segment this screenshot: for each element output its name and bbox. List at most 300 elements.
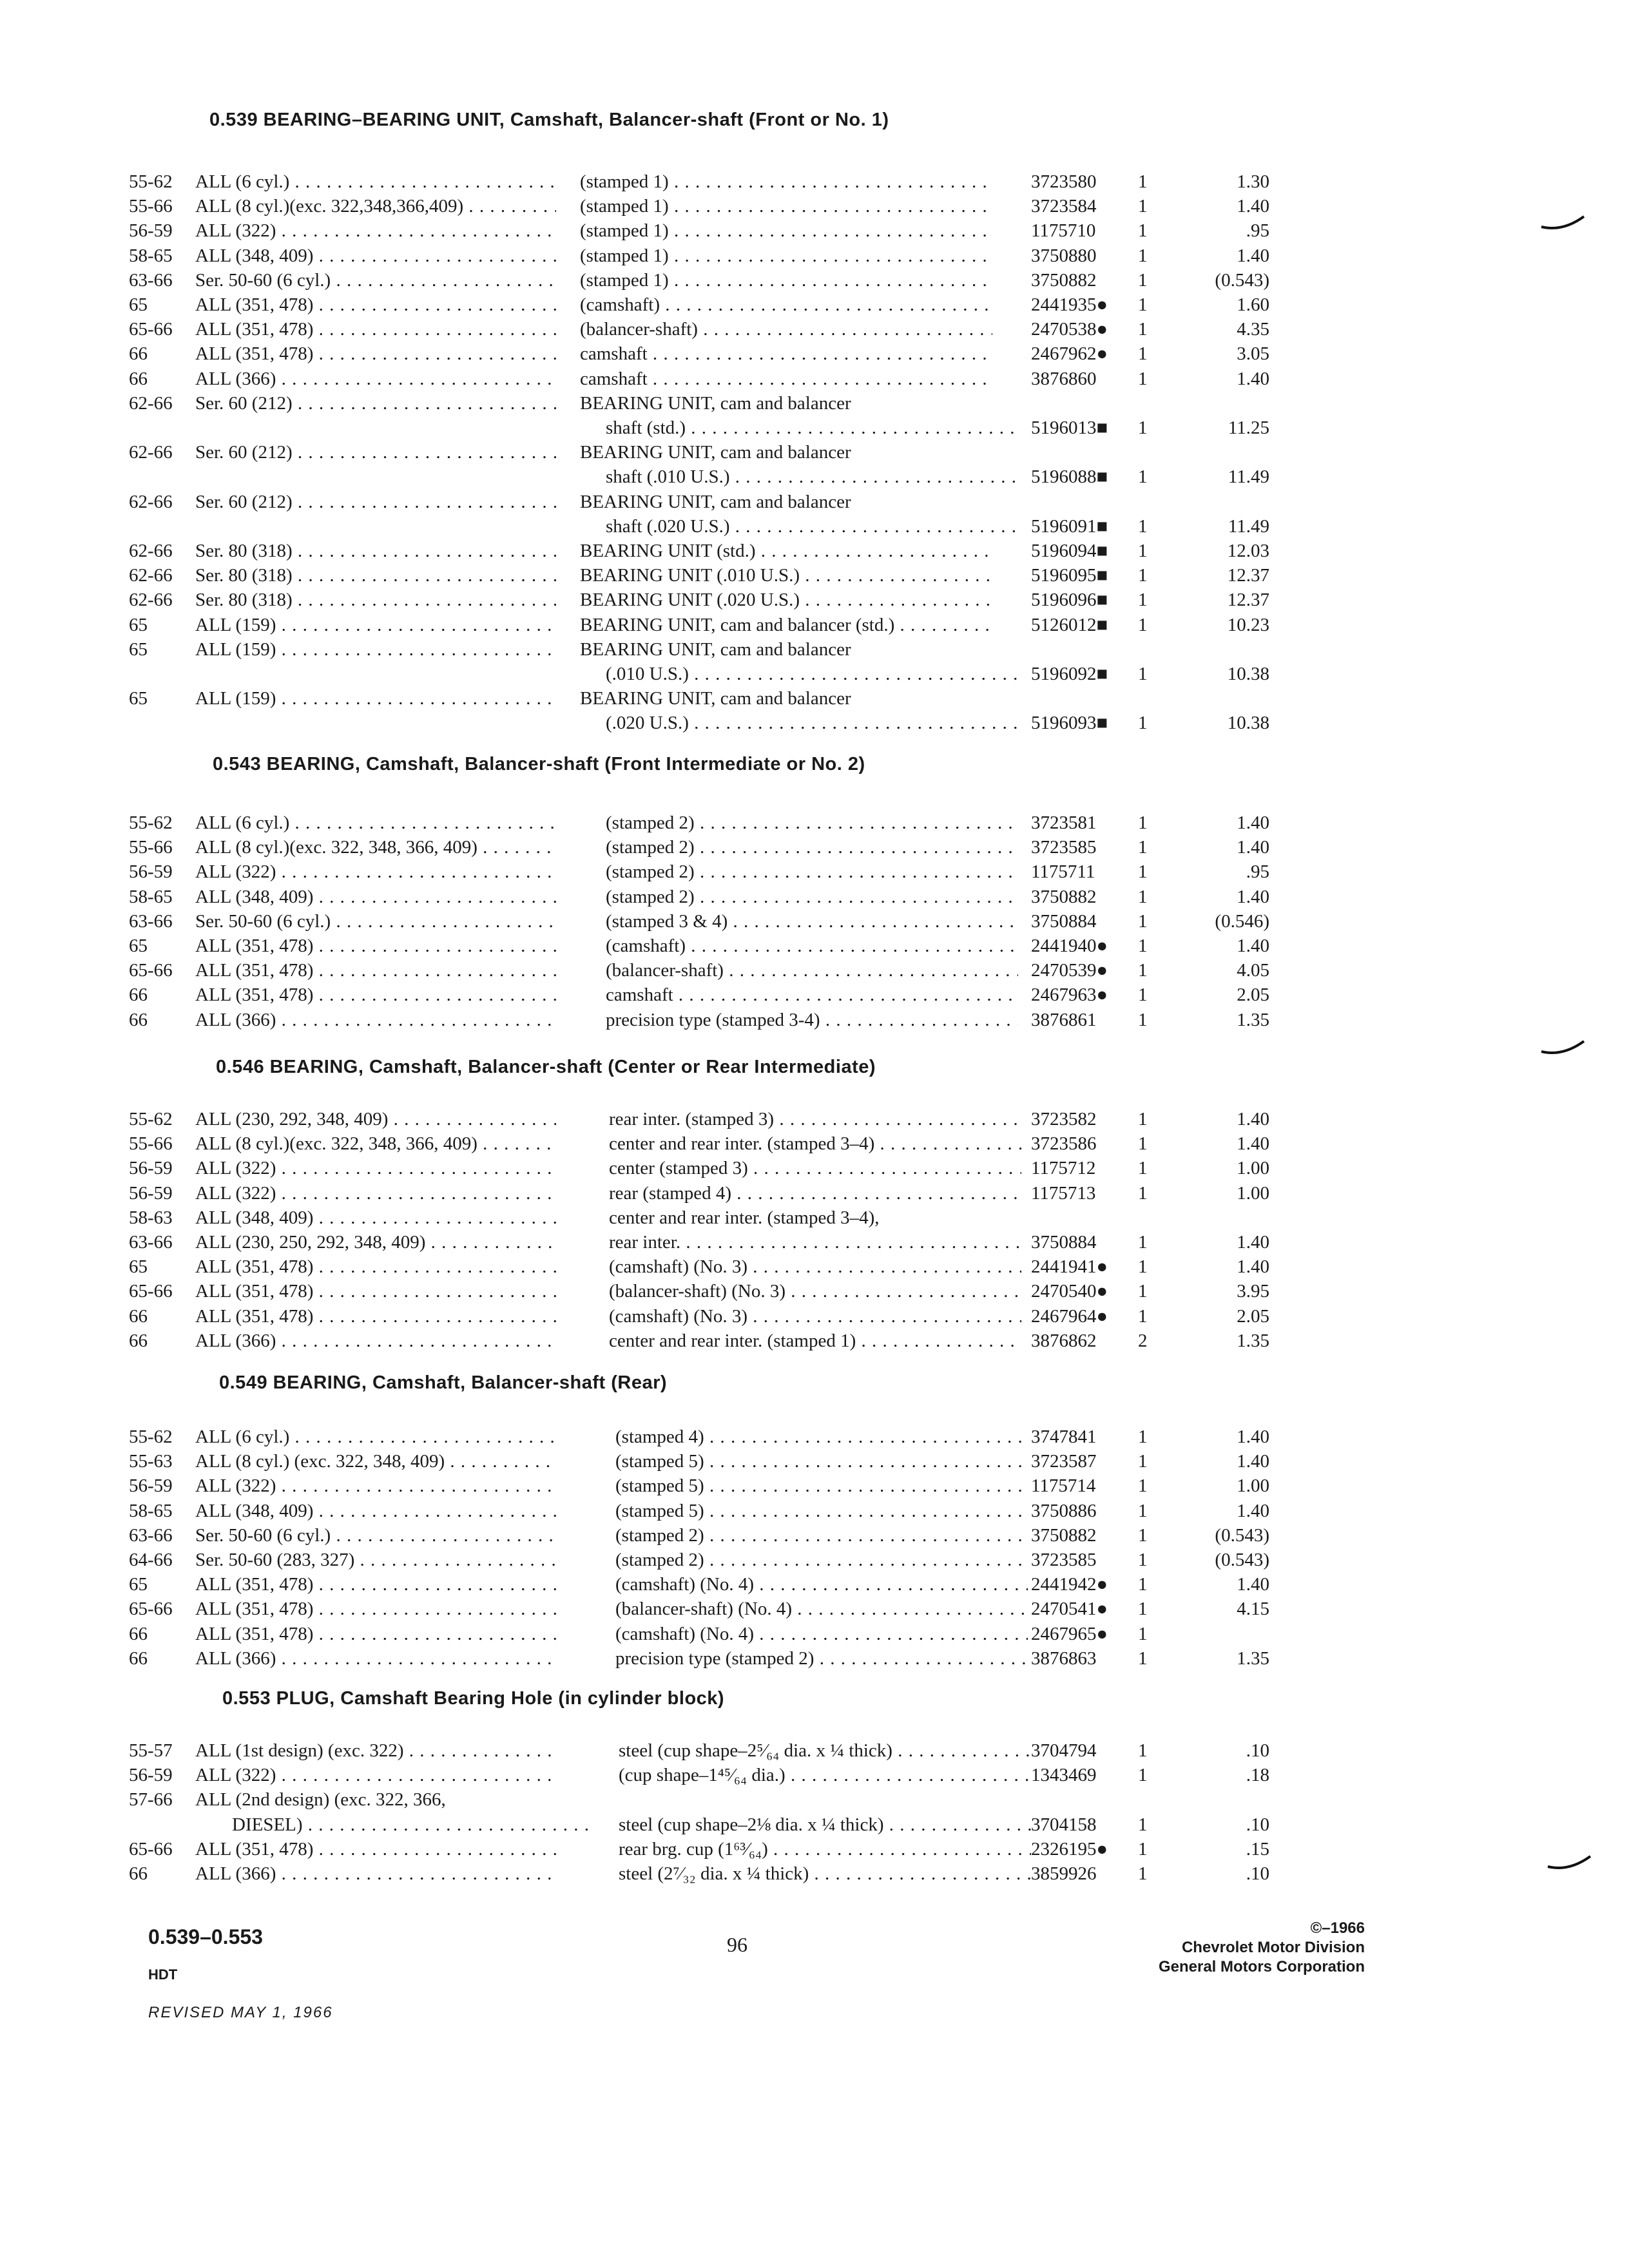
model-year: 55-66 [129,1133,173,1155]
model-application: ALL (6 cyl.) . . . [195,810,556,836]
quantity: 1 [1138,1427,1148,1447]
model-application: Ser. 80 (318) . . . [195,587,556,613]
part-description: steel (cup shape–2⁵⁄₆₄ dia. x ¼ thick) . . . [619,1738,1031,1763]
part-description: steel (cup shape–2⅛ dia. x ¼ thick) . . . [619,1812,1031,1838]
section-title: 0.546 BEARING, Camshaft, Balancer-shaft (Center or Rear Intermediate) [216,1057,876,1077]
model-year: 58-65 [129,886,173,907]
model-application: ALL (8 cyl.)(exc. 322,348,366,409) . . . [195,193,556,219]
part-description: precision type (stamped 2) . . . [615,1646,1028,1671]
binder-mark-1 [1540,213,1585,232]
model-application: ALL (322) . . . [195,1180,556,1206]
model-application: ALL (366) . . . [195,366,556,392]
model-application: ALL (322) . . . [195,1155,556,1181]
part-description: (stamped 4) . . . [615,1424,1028,1450]
quantity: 1 [1138,368,1148,389]
price: .95 [1246,861,1269,883]
part-description: (stamped 1) . . . [580,267,992,293]
part-description: (.010 U.S.) . . . [606,661,1018,687]
part-description: (balancer-shaft) (No. 4) . . . [615,1596,1028,1622]
model-application: Ser. 80 (318) . . . [195,538,556,564]
part-number: 5196093■ [1031,713,1108,734]
quantity: 1 [1138,1599,1148,1620]
quantity: 1 [1138,1550,1148,1570]
quantity: 1 [1138,1475,1148,1497]
quantity: 1 [1138,466,1148,488]
model-year: 56-59 [129,861,173,883]
price: 11.49 [1228,515,1269,537]
part-number: 2470539● [1031,960,1108,981]
model-year: 65 [129,688,148,709]
model-application: ALL (351, 478) . . . [195,341,556,367]
price: 4.05 [1237,960,1269,981]
model-year: 62-66 [129,565,173,586]
quantity: 1 [1138,1574,1148,1595]
quantity: 1 [1138,1740,1148,1761]
part-number: 3750880 [1031,245,1097,266]
price: 10.23 [1227,614,1269,635]
quantity: 2 [1138,1330,1148,1351]
model-year: 56-59 [129,1475,173,1497]
price: 1.00 [1237,1475,1269,1497]
model-year: 66 [129,985,148,1006]
model-application: ALL (366) . . . [195,1007,556,1033]
part-description: BEARING UNIT, cam and balancer [580,442,851,463]
model-application: ALL (322) . . . [195,1473,556,1499]
part-description: (stamped 3 & 4) . . . [606,908,1018,934]
publisher-division: Chevrolet Motor Division [1181,1939,1365,1956]
model-year: 65-66 [129,1599,173,1620]
part-number: 2470540● [1031,1281,1108,1302]
part-description: (stamped 2) . . . [615,1547,1028,1573]
model-application: ALL (230, 250, 292, 348, 409) . . . [195,1229,556,1255]
part-number: 3723585 [1031,837,1097,858]
quantity: 1 [1138,1648,1148,1669]
part-number: 3750882 [1031,886,1097,907]
revision-date: REVISED MAY 1, 1966 [148,2004,333,2021]
part-description: camshaft . . . [606,982,1018,1008]
part-number: 3723580 [1031,171,1097,192]
price: 1.00 [1237,1182,1269,1204]
part-description: steel (2⁷⁄₃₂ dia. x ¼ thick) . . . [619,1861,1031,1887]
price: 1.40 [1237,368,1269,389]
model-application: Ser. 50-60 (6 cyl.) . . . [195,267,556,293]
quantity: 1 [1138,1182,1148,1204]
model-application: Ser. 50-60 (6 cyl.) . . . [195,908,556,934]
model-year: 62-66 [129,392,173,414]
part-description: shaft (std.) . . . [606,415,1018,441]
model-year: 55-62 [129,812,173,833]
model-year: 65-66 [129,1281,173,1302]
price: 1.40 [1237,1231,1269,1253]
part-description: BEARING UNIT (.010 U.S.) . . . [580,562,992,588]
model-year: 65-66 [129,1838,173,1860]
section-title: 0.539 BEARING–BEARING UNIT, Camshaft, Balancer-shaft (Front or No. 1) [209,110,889,130]
part-description: (camshaft) . . . [580,292,992,318]
model-application: ALL (351, 478) . . . [195,933,556,959]
model-application: Ser. 50-60 (283, 327) . . . [195,1547,556,1573]
model-application: ALL (351, 478) . . . [195,1278,556,1304]
model-application: ALL (351, 478) . . . [195,982,556,1008]
price: (0.543) [1215,1524,1269,1546]
price: 11.25 [1228,417,1269,438]
model-application: ALL (322) . . . [195,859,556,885]
part-number: 3876861 [1031,1009,1097,1030]
part-number: 5196096■ [1031,590,1108,611]
part-description: (balancer-shaft) (No. 3) . . . [609,1278,1021,1304]
part-number: 2470541● [1031,1599,1108,1620]
part-number: 3723581 [1031,812,1097,833]
model-application: ALL (366) . . . [195,1861,556,1887]
part-number: 3704158 [1031,1814,1097,1835]
model-application: ALL (348, 409) . . . [195,1205,556,1231]
model-application: ALL (159) . . . [195,637,556,662]
price: 1.40 [1237,837,1269,858]
model-year: 63-66 [129,269,173,291]
price: 3.05 [1237,343,1269,365]
model-application: ALL (322) . . . [195,1762,556,1788]
price: 1.40 [1237,1427,1269,1447]
part-number: 1175712 [1031,1158,1096,1179]
quantity: 1 [1138,837,1148,858]
price: 2.05 [1237,985,1269,1006]
price: (0.543) [1215,1550,1269,1570]
part-number: 1343469 [1031,1765,1097,1786]
part-number: 3723582 [1031,1109,1097,1129]
model-application: ALL (159) . . . [195,686,556,711]
part-number: 2467962● [1031,343,1108,365]
part-description: (cup shape–1⁴⁵⁄₆₄ dia.) . . . [619,1762,1031,1788]
price: 12.37 [1227,590,1269,611]
part-description: (stamped 2) . . . [615,1523,1028,1548]
model-year: 66 [129,1305,148,1327]
model-application: ALL (351, 478) . . . [195,292,556,318]
part-description: (stamped 5) . . . [615,1473,1028,1499]
part-description: camshaft . . . [580,341,992,367]
price: 10.38 [1227,713,1269,734]
quantity: 1 [1138,515,1148,537]
quantity: 1 [1138,1158,1148,1179]
model-application: ALL (2nd design) (exc. 322, 366, [195,1789,446,1811]
quantity: 1 [1138,1863,1148,1884]
part-number: 3876862 [1031,1330,1097,1351]
price: 1.40 [1237,886,1269,907]
model-year: 64-66 [129,1550,173,1570]
model-year: 57-66 [129,1789,173,1811]
price: 1.40 [1237,936,1269,956]
part-description: center (stamped 3) . . . [609,1155,1021,1181]
price: 11.49 [1228,466,1269,488]
quantity: 1 [1138,343,1148,365]
price: .95 [1246,220,1269,242]
quantity: 1 [1138,663,1148,684]
quantity: 1 [1138,1765,1148,1786]
price: 10.38 [1227,663,1269,684]
price: 2.05 [1237,1305,1269,1327]
model-application: ALL (351, 478) . . . [195,1254,556,1280]
model-application: ALL (1st design) (exc. 322) . . . [195,1738,556,1763]
publisher-block [1159,1919,1365,1977]
model-application: ALL (8 cyl.) (exc. 322, 348, 409) . . . [195,1448,556,1474]
part-description: BEARING UNIT, cam and balancer (std.) . . . [580,612,992,638]
quantity: 1 [1138,1256,1148,1278]
part-number: 3876863 [1031,1648,1097,1669]
model-year: 66 [129,1623,148,1644]
model-year: 55-66 [129,837,173,858]
model-year: 66 [129,1330,148,1351]
part-number: 2441940● [1031,936,1108,956]
quantity: 1 [1138,1814,1148,1835]
price: 1.35 [1237,1330,1269,1351]
quantity: 1 [1138,1451,1148,1472]
part-number: 3859926 [1031,1863,1097,1884]
price: (0.543) [1215,269,1269,291]
quantity: 1 [1138,590,1148,611]
model-application: ALL (348, 409) . . . [195,884,556,910]
part-number: 5196091■ [1031,515,1108,537]
quantity: 1 [1138,1109,1148,1129]
model-application: ALL (351, 478) . . . [195,316,556,342]
model-year: 65 [129,1256,148,1278]
model-year: 66 [129,343,148,365]
model-year: 63-66 [129,1524,173,1546]
part-description: (camshaft) (No. 4) . . . [615,1571,1028,1597]
price: 4.15 [1237,1599,1269,1620]
model-year: 62-66 [129,541,173,561]
quantity: 1 [1138,196,1148,217]
quantity: 1 [1138,1838,1148,1860]
part-number: 2467965● [1031,1623,1108,1644]
part-number: 3750884 [1031,910,1097,932]
part-description: BEARING UNIT, cam and balancer [580,639,851,660]
model-application: ALL (351, 478) . . . [195,1303,556,1329]
quantity: 1 [1138,541,1148,561]
part-number: 3723584 [1031,196,1097,217]
model-application: ALL (8 cyl.)(exc. 322, 348, 366, 409) . . . [195,1131,556,1157]
part-number: 2470538● [1031,319,1108,340]
model-year: 55-63 [129,1451,173,1472]
price: 1.00 [1237,1158,1269,1179]
section-title: 0.553 PLUG, Camshaft Bearing Hole (in cylinder block) [222,1688,725,1709]
part-description: (stamped 2) . . . [606,859,1018,885]
price: 1.40 [1237,812,1269,833]
model-year: 65-66 [129,319,173,340]
part-description: (stamped 2) . . . [606,810,1018,836]
model-year: 55-66 [129,196,173,217]
model-application: ALL (366) . . . [195,1328,556,1354]
model-application: ALL (351, 478) . . . [195,1571,556,1597]
price: .18 [1246,1765,1269,1786]
price: 1.40 [1237,1256,1269,1278]
part-number: 3723587 [1031,1451,1097,1472]
part-number: 5196088■ [1031,466,1108,488]
price: 1.30 [1237,171,1269,192]
part-number: 1175711 [1031,861,1095,883]
quantity: 1 [1138,1009,1148,1030]
model-year: 55-62 [129,1109,173,1129]
part-description: (balancer-shaft) . . . [580,316,992,342]
section-title: 0.543 BEARING, Camshaft, Balancer-shaft (Front Intermediate or No. 2) [213,754,865,774]
price: 12.37 [1227,565,1269,586]
part-number: 1175710 [1031,220,1096,242]
part-number: 5196094■ [1031,541,1108,561]
model-application: ALL (351, 478) . . . [195,1596,556,1622]
quantity: 1 [1138,1133,1148,1155]
price: 1.40 [1237,1451,1269,1472]
part-description: rear (stamped 4) . . . [609,1180,1021,1206]
quantity: 1 [1138,985,1148,1006]
model-year: 66 [129,1863,148,1884]
model-year: 56-59 [129,220,173,242]
model-year: 58-65 [129,245,173,266]
model-year: 56-59 [129,1182,173,1204]
model-year: 63-66 [129,1231,173,1253]
quantity: 1 [1138,1500,1148,1521]
model-year: 56-59 [129,1765,173,1786]
part-number: 3750882 [1031,1524,1097,1546]
part-description: shaft (.020 U.S.) . . . [606,514,1018,539]
part-description: (stamped 1) . . . [580,193,992,219]
part-description: center and rear inter. (stamped 1) . . . [609,1328,1021,1354]
part-description: (stamped 5) . . . [615,1448,1028,1474]
price: 4.35 [1237,319,1269,340]
part-number: 1175714 [1031,1475,1096,1497]
part-description: (stamped 1) . . . [580,243,992,269]
part-description: (.020 U.S.) . . . [606,710,1018,736]
model-year: 55-57 [129,1740,173,1761]
part-description: (stamped 1) . . . [580,218,992,244]
price: 12.03 [1227,541,1269,561]
part-description: BEARING UNIT (.020 U.S.) . . . [580,587,992,613]
part-number: 2441942● [1031,1574,1108,1595]
part-description: (stamped 5) . . . [615,1498,1028,1524]
catalog-code: HDT [148,1966,178,1983]
model-year: 58-63 [129,1207,173,1228]
part-description: center and rear inter. (stamped 3–4), [609,1207,880,1228]
model-year: 65 [129,639,148,660]
model-application: ALL (6 cyl.) . . . [195,169,556,195]
price: 1.35 [1237,1648,1269,1669]
model-year: 66 [129,368,148,389]
section-range: 0.539–0.553 [148,1925,263,1948]
quantity: 1 [1138,960,1148,981]
part-number: 3750882 [1031,269,1097,291]
model-application: Ser. 60 (212) . . . [195,489,556,515]
part-description: rear brg. cup (1⁶³⁄₆₄) . . . [619,1836,1031,1862]
part-number: 2441941● [1031,1256,1108,1278]
part-description: rear inter. (stamped 3) . . . [609,1106,1021,1132]
model-application: Ser. 50-60 (6 cyl.) . . . [195,1523,556,1548]
quantity: 1 [1138,1524,1148,1546]
part-number: 3747841 [1031,1427,1097,1447]
model-year: 55-62 [129,171,173,192]
model-year: 66 [129,1648,148,1669]
part-description: (camshaft) . . . [606,933,1018,959]
model-application: ALL (351, 478) . . . [195,1621,556,1647]
part-number: 1175713 [1031,1182,1096,1204]
part-description: (balancer-shaft) . . . [606,957,1018,983]
model-application: ALL (322) . . . [195,218,556,244]
quantity: 1 [1138,812,1148,833]
part-number: 3704794 [1031,1740,1097,1761]
part-description: camshaft . . . [580,366,992,392]
model-application: ALL (230, 292, 348, 409) . . . [195,1106,556,1132]
price: .10 [1246,1740,1269,1761]
part-number: 2467964● [1031,1305,1108,1327]
price: 1.40 [1237,196,1269,217]
model-application: ALL (6 cyl.) . . . [195,1424,556,1450]
model-application: Ser. 60 (212) . . . [195,390,556,416]
page-number: 96 [727,1933,747,1956]
price: 1.60 [1237,294,1269,315]
model-year: 66 [129,1009,148,1030]
quantity: 1 [1138,1281,1148,1302]
quantity: 1 [1138,936,1148,956]
publisher-corporation: General Motors Corporation [1158,1958,1365,1975]
model-application: ALL (8 cyl.)(exc. 322, 348, 366, 409) . . . [195,834,556,860]
part-number: 5196013■ [1031,417,1108,438]
binder-mark-3 [1547,1852,1592,1872]
model-application-cont: DIESEL) . . . [232,1812,593,1838]
quantity: 1 [1138,565,1148,586]
quantity: 1 [1138,910,1148,932]
model-year: 65-66 [129,960,173,981]
model-year: 56-59 [129,1158,173,1179]
model-year: 62-66 [129,590,173,611]
model-application: ALL (351, 478) . . . [195,1836,556,1862]
model-year: 65 [129,614,148,635]
quantity: 1 [1138,319,1148,340]
quantity: 1 [1138,1623,1148,1644]
part-description: BEARING UNIT (std.) . . . [580,538,992,564]
quantity: 1 [1138,269,1148,291]
price: 1.40 [1237,1109,1269,1129]
part-description: (camshaft) (No. 3) . . . [609,1303,1021,1329]
quantity: 1 [1138,861,1148,883]
part-description: center and rear inter. (stamped 3–4) . . . [609,1131,1021,1157]
part-number: 3750884 [1031,1231,1097,1253]
part-description: BEARING UNIT, cam and balancer [580,688,851,709]
quantity: 1 [1138,220,1148,242]
part-number: 2467963● [1031,985,1108,1006]
model-application: ALL (351, 478) . . . [195,957,556,983]
quantity: 1 [1138,713,1148,734]
part-number: 3750886 [1031,1500,1097,1521]
model-application: ALL (348, 409) . . . [195,1498,556,1524]
model-year: 65 [129,1574,148,1595]
part-description: rear inter. . . . [609,1229,1021,1255]
part-number: 5196092■ [1031,663,1108,684]
price: 1.40 [1237,245,1269,266]
model-year: 58-65 [129,1500,173,1521]
price: 1.35 [1237,1009,1269,1030]
part-number: 2441935● [1031,294,1108,315]
part-description: BEARING UNIT, cam and balancer [580,491,851,512]
quantity: 1 [1138,1231,1148,1253]
part-number: 3723585 [1031,1550,1097,1570]
model-year: 55-62 [129,1427,173,1447]
part-description: (stamped 2) . . . [606,884,1018,910]
model-year: 65 [129,294,148,315]
part-description: (camshaft) (No. 3) . . . [609,1254,1021,1280]
price: 1.40 [1237,1574,1269,1595]
part-description: (stamped 2) . . . [606,834,1018,860]
part-number: 5126012■ [1031,614,1108,635]
price: 3.95 [1237,1281,1269,1302]
part-description: (camshaft) (No. 4) . . . [615,1621,1028,1647]
price: .10 [1246,1814,1269,1835]
section-title: 0.549 BEARING, Camshaft, Balancer-shaft (Rear) [219,1372,668,1393]
quantity: 1 [1138,417,1148,438]
